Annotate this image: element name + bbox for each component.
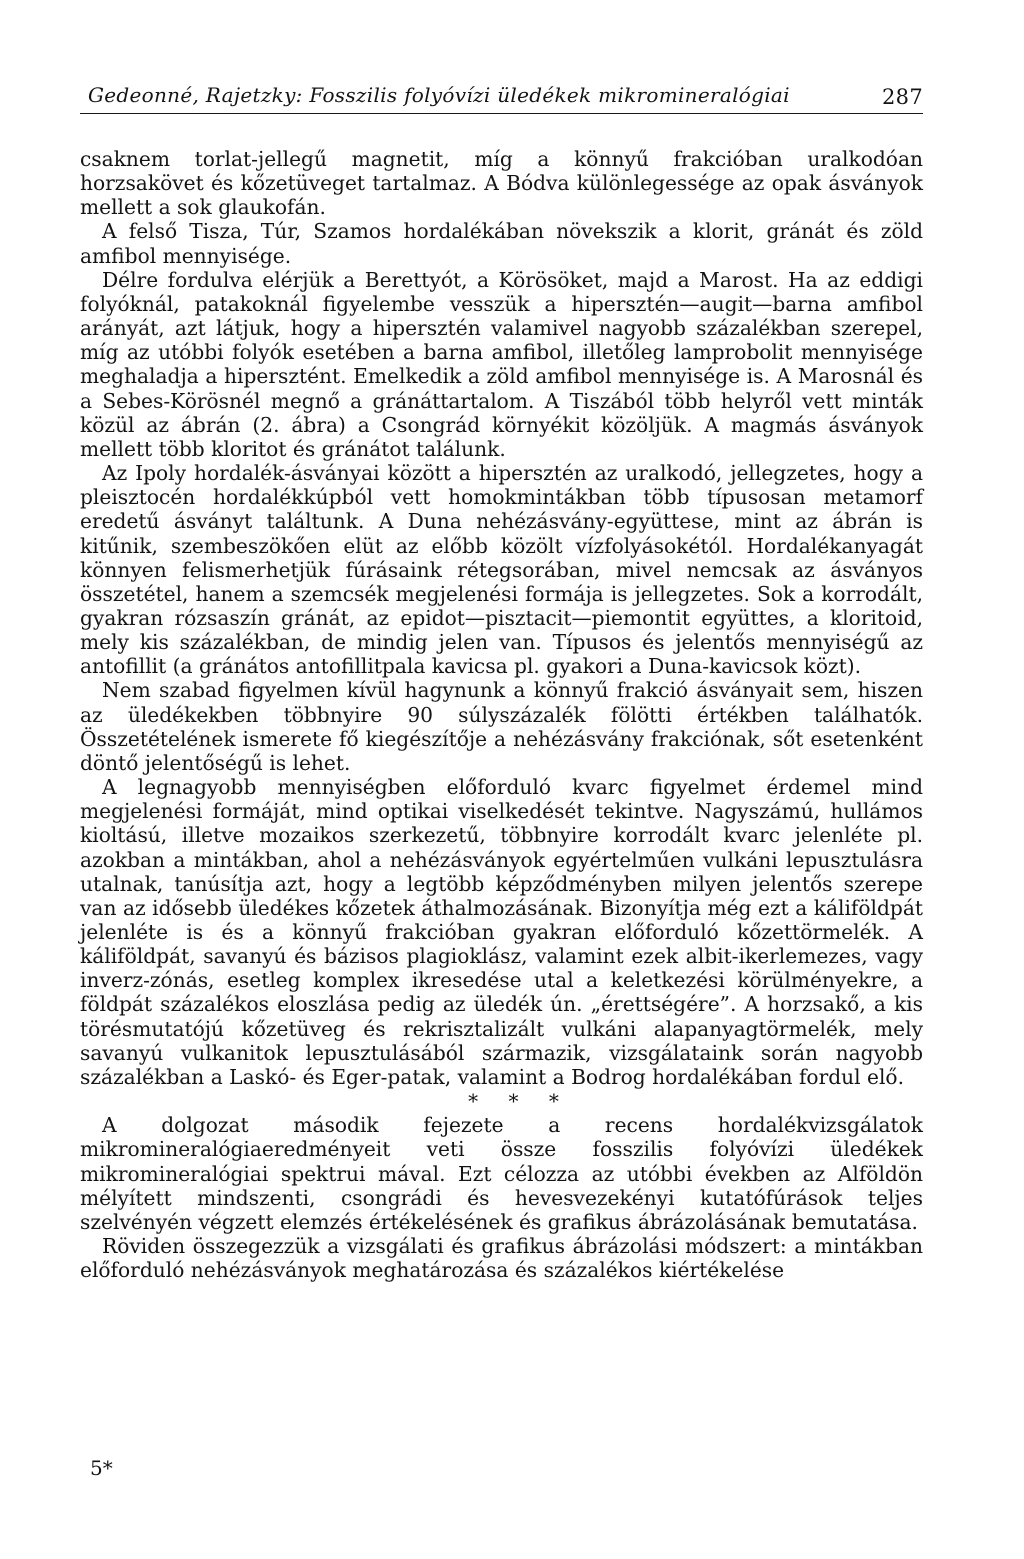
running-title: Gedeonné, Rajetzky: Fosszilis folyóvízi üledékek mikromineralógiai	[88, 83, 790, 107]
paragraph-5: Nem szabad figyelmen kívül hagynunk a könnyű frakció ásványait sem, hiszen az üledékekben többnyire 90 súlyszázalék fölötti értékben találhatók. Összetételének ismerete fő kiegészítője a nehézásvány frakciónak, sőt esetenként döntő jelentőségű is lehet.	[80, 678, 923, 775]
paragraph-4: Az Ipoly hordalék-ásványai között a hipersztén az uralkodó, jellegzetes, hogy a pleisztocén hordalékkúpból vett homokmintákban több típusosan metamorf eredetű ásványt találtunk. A Duna nehézásvány-együttese, mint az ábrán is kitűnik, szembeszökően elüt az előbb közölt vízfolyásokétól. Hordalékanyagát könnyen felismerhetjük fúrásaink rétegsorában, mivel nemcsak az ásványos összetétel, hanem a szemcsék megjelenési formája is jellegzetes. Sok a korrodált, gyakran rózsaszín gránát, az epidot—pisztacit—piemontit együttes, a kloritoid, mely kis százalékban, de mindig jelen van. Típusos és jelentős mennyiségű az antofillit (a gránátos antofillitpala kavicsa pl. gyakori a Duna-kavicsok közt).	[80, 461, 923, 679]
paragraph-3: Délre fordulva elérjük a Berettyót, a Körösöket, majd a Marost. Ha az eddigi folyóknál, patakoknál figyelembe vesszük a hipersztén—augit—barna amfibol arányát, azt látjuk, hogy a hipersztén valamivel nagyobb százalékban szerepel, míg az utóbbi folyók esetében a barna amfibol, illetőleg lamprobolit mennyisége meghaladja a hipersztént. Emelkedik a zöld amfibol mennyisége is. A Marosnál és a Sebes-Körösnél megnő a gránáttartalom. A Tiszából több helyről vett minták közül az ábrán (2. ábra) a Csongrád környékit közöljük. A magmás ásványok mellett több kloritot és gránátot találunk.	[80, 267, 923, 461]
running-header	[80, 83, 923, 114]
section-separator: * * *	[468, 1089, 571, 1114]
paragraph-1: csaknem torlat-jellegű magnetit, míg a könnyű frakcióban uralkodóan horzsakövet és kőzetüveget tartalmaz. A Bódva különlegessége az opak ásványok mellett a sok glaukofán.	[80, 147, 923, 220]
paragraph-7: A dolgozat második fejezete a recens hordalékvizsgálatok mikromineralógiaeredményeit veti össze fosszilis folyóvízi üledékek mikromineralógiai spektrui mával. Ezt célozza az utóbbi években az Alföldön mélyített mindszenti, csongrádi és hevesvezekényi kutatófúrások teljes szelvényén végzett elemzés értékelésének és grafikus ábrázolásának bemutatása.	[80, 1113, 923, 1234]
paragraph-6: A legnagyobb mennyiségben előforduló kvarc figyelmet érdemel mind megjelenési formáját, mind optikai viselkedését tekintve. Nagyszámú, hullámos kioltású, illetve mozaikos szerkezetű, többnyire korrodált kvarc jelenléte pl. azokban a mintákban, ahol a nehézásványok egyértelműen vulkáni lepusztulásra utalnak, tanúsítja azt, hogy a legtöbb képződményben milyen jelentős szerepe van az idősebb üledékes kőzetek áthalmozásának. Bizonyítja még ezt a káliföldpát jelenléte is és a könnyű frakcióban gyakran előforduló kőzettörmelék. A káliföldpát, savanyú és bázisos plagioklász, valamint ezek albit-ikerlemezes, vagy inverz-zónás, esetleg komplex ikresedése utal a keletkezési körülményekre, a földpát százalékos eloszlása pedig az üledék ún. „érettségére”. A horzsakő, a kis törésmutatójú kőzetüveg és rekrisztalizált vulkáni alapanyagtörmelék, mely savanyú vulkanitok lepusztulásából származik, vizsgálataink során nagyobb százalékban a Laskó- és Eger-patak, valamint a Bodrog hordalékában fordul elő.	[80, 775, 923, 1089]
body-text	[80, 147, 923, 1282]
paragraph-8: Röviden összegezzük a vizsgálati és grafikus ábrázolási módszert: a mintákban előforduló nehézásványok meghatározása és százalékos kiértékelése	[80, 1234, 923, 1283]
signature-mark: 5*	[90, 1456, 113, 1480]
page-number: 287	[882, 85, 923, 109]
paragraph-2: A felső Tisza, Túr, Szamos hordalékában növekszik a klorit, gránát és zöld amfibol mennyisége.	[80, 219, 923, 268]
